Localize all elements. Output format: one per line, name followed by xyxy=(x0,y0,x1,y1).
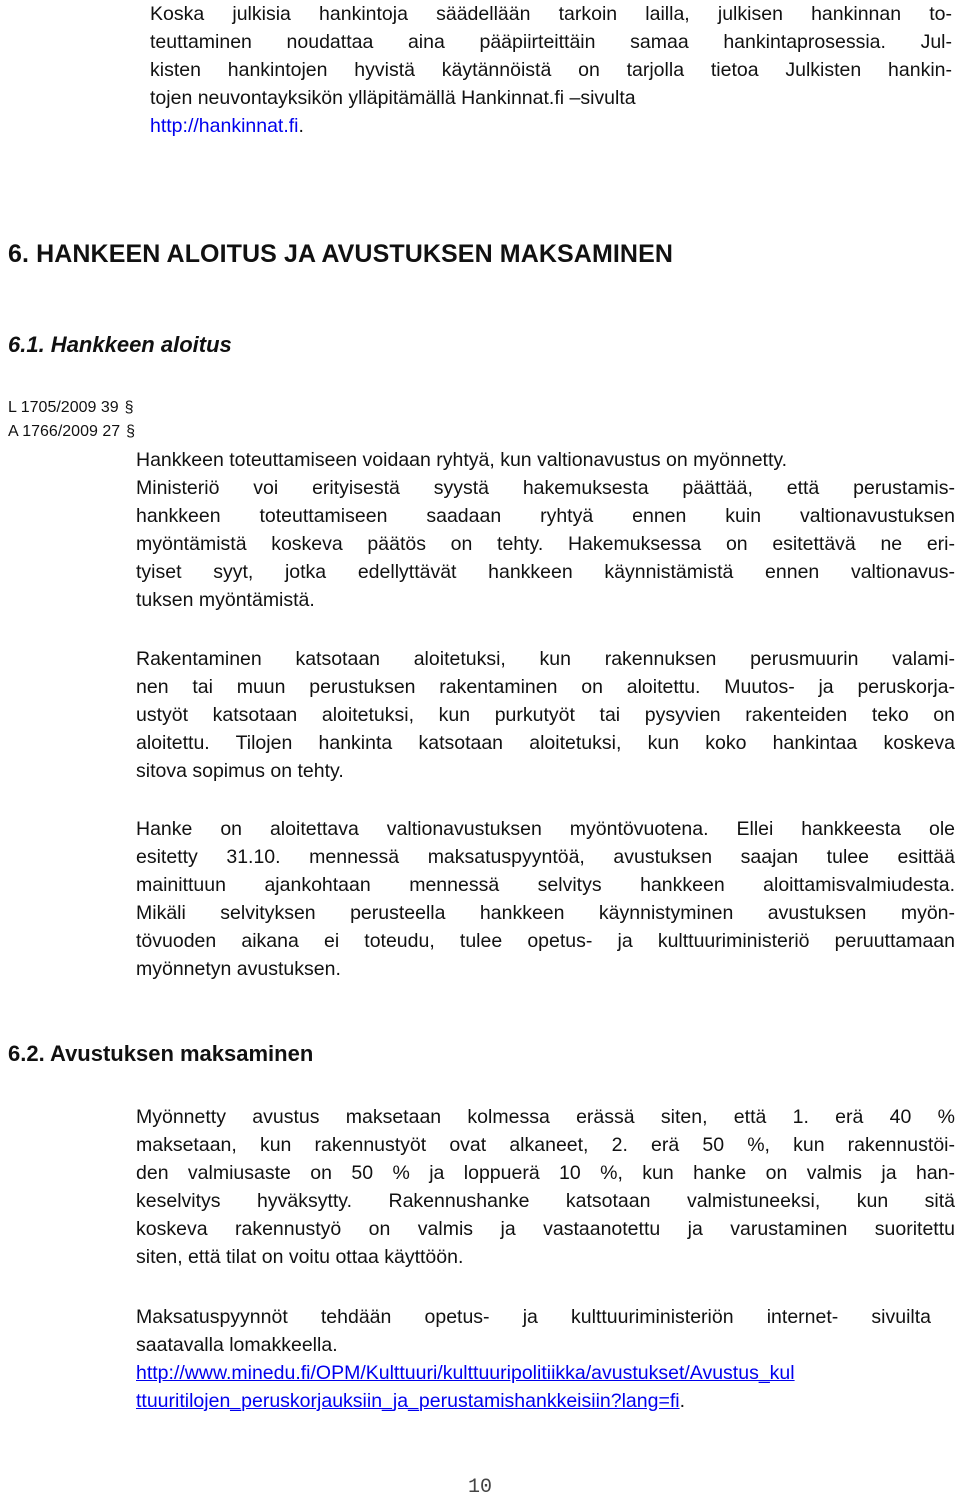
paragraph-line: ustyöt katsotaan aloitetuksi, kun purkutyöt tai pysyvien rakenteiden teko on xyxy=(136,704,955,726)
law-reference-text: L 1705/2009 39 xyxy=(8,399,119,416)
intro-line: kisten hankintojen hyvistä käytännöistä on tarjolla tietoa Julkisten hankin- xyxy=(150,59,952,81)
law-reference xyxy=(8,397,134,419)
paragraph-line: esitetty 31.10. mennessä maksatuspyyntöä, avustuksen saajan tulee esittää xyxy=(136,846,955,868)
paragraph-line: hankkeen toteuttamiseen saadaan ryhtyä ennen kuin valtionavustuksen xyxy=(136,505,955,527)
hankinnat-link[interactable]: http://hankinnat.fi xyxy=(150,115,299,137)
paragraph-line: Myönnetty avustus maksetaan kolmessa erässä siten, että 1. erä 40 % xyxy=(136,1106,955,1128)
paragraph-line: tuksen myöntämistä. xyxy=(136,589,315,611)
link-suffix: . xyxy=(679,1390,686,1412)
minedu-link-line xyxy=(136,1387,685,1415)
intro-line: teuttaminen noudattaa aina pääpiirteittäin samaa hankintaprosessia. Jul- xyxy=(150,31,952,53)
page-number: 10 xyxy=(467,1476,492,1499)
section-sign: § xyxy=(126,423,136,440)
law-reference xyxy=(8,421,135,443)
paragraph-line: Maksatuspyynnöt tehdään opetus- ja kulttuuriministeriön internet- sivuilta xyxy=(136,1306,931,1328)
minedu-link-line xyxy=(136,1359,795,1387)
minedu-link[interactable]: http://www.minedu.fi/OPM/Kulttuuri/kulttuuripolitiikka/avustukset/Avustus_kul xyxy=(136,1362,795,1384)
intro-line: Koska julkisia hankintoja säädellään tarkoin lailla, julkisen hankinnan to- xyxy=(150,3,952,25)
paragraph-line: maksetaan, kun rakennustyöt ovat alkaneet, 2. erä 50 %, kun rakennustöi- xyxy=(136,1134,955,1156)
paragraph-line: koskeva rakennustyö on valmis ja vastaanotettu ja varustaminen suoritettu xyxy=(136,1218,955,1240)
paragraph-line: Mikäli selvityksen perusteella hankkeen käynnistyminen avustuksen myön- xyxy=(136,902,955,924)
paragraph-line: siten, että tilat on voitu ottaa käyttöön. xyxy=(136,1246,464,1268)
paragraph-line: aloitettu. Tilojen hankinta katsotaan aloitetuksi, kun koko hankintaa koskeva xyxy=(136,732,955,754)
paragraph-line: Ministeriö voi erityisestä syystä hakemuksesta päättää, että perustamis- xyxy=(136,477,955,499)
paragraph-line: tövuoden aikana ei toteudu, tulee opetus- ja kulttuuriministeriö peruuttamaan xyxy=(136,930,955,952)
intro-link-line xyxy=(150,112,304,140)
paragraph-line: nen tai muun perustuksen rakentaminen on aloitettu. Muutos- ja peruskorja- xyxy=(136,676,955,698)
minedu-link[interactable]: ttuuritilojen_peruskorjauksiin_ja_perustamishankkeisiin?lang=fi xyxy=(136,1390,680,1412)
paragraph-line: Rakentaminen katsotaan aloitetuksi, kun rakennuksen perusmuurin valami- xyxy=(136,648,955,670)
paragraph-line: saatavalla lomakkeella. xyxy=(136,1334,338,1356)
paragraph-line: myönnetyn avustuksen. xyxy=(136,958,341,980)
law-reference-text: A 1766/2009 27 xyxy=(8,423,121,440)
paragraph-line: keselvitys hyväksytty. Rakennushanke katsotaan valmistuneeksi, kun sitä xyxy=(136,1190,955,1212)
intro-line: tojen neuvontayksikön ylläpitämällä Hankinnat.fi –sivulta xyxy=(150,87,636,109)
paragraph-line: mainittuun ajankohtaan mennessä selvitys hankkeen aloittamisvalmiudesta. xyxy=(136,874,955,896)
section-heading-6-2: 6.2. Avustuksen maksaminen xyxy=(8,1041,314,1066)
paragraph-line: den valmiusaste on 50 % ja loppuerä 10 %, kun hanke on valmis ja han- xyxy=(136,1162,955,1184)
paragraph-line: Hankkeen toteuttamiseen voidaan ryhtyä, kun valtionavustus on myönnetty. xyxy=(136,449,788,471)
paragraph-line: tyiset syyt, jotka edellyttävät hankkeen käynnistämistä ennen valtionavus- xyxy=(136,561,955,583)
intro-link-suffix: . xyxy=(298,115,304,137)
paragraph-line: myöntämistä koskeva päätös on tehty. Hakemuksessa on esitettävä ne eri- xyxy=(136,533,955,555)
paragraph-line: Hanke on aloitettava valtionavustuksen myöntövuotena. Ellei hankkeesta ole xyxy=(136,818,955,840)
paragraph-line: sitova sopimus on tehty. xyxy=(136,760,344,782)
section-sign: § xyxy=(124,399,134,416)
chapter-heading: 6. HANKEEN ALOITUS JA AVUSTUKSEN MAKSAMINEN xyxy=(8,240,673,268)
section-heading-6-1: 6.1. Hankkeen aloitus xyxy=(8,332,232,357)
